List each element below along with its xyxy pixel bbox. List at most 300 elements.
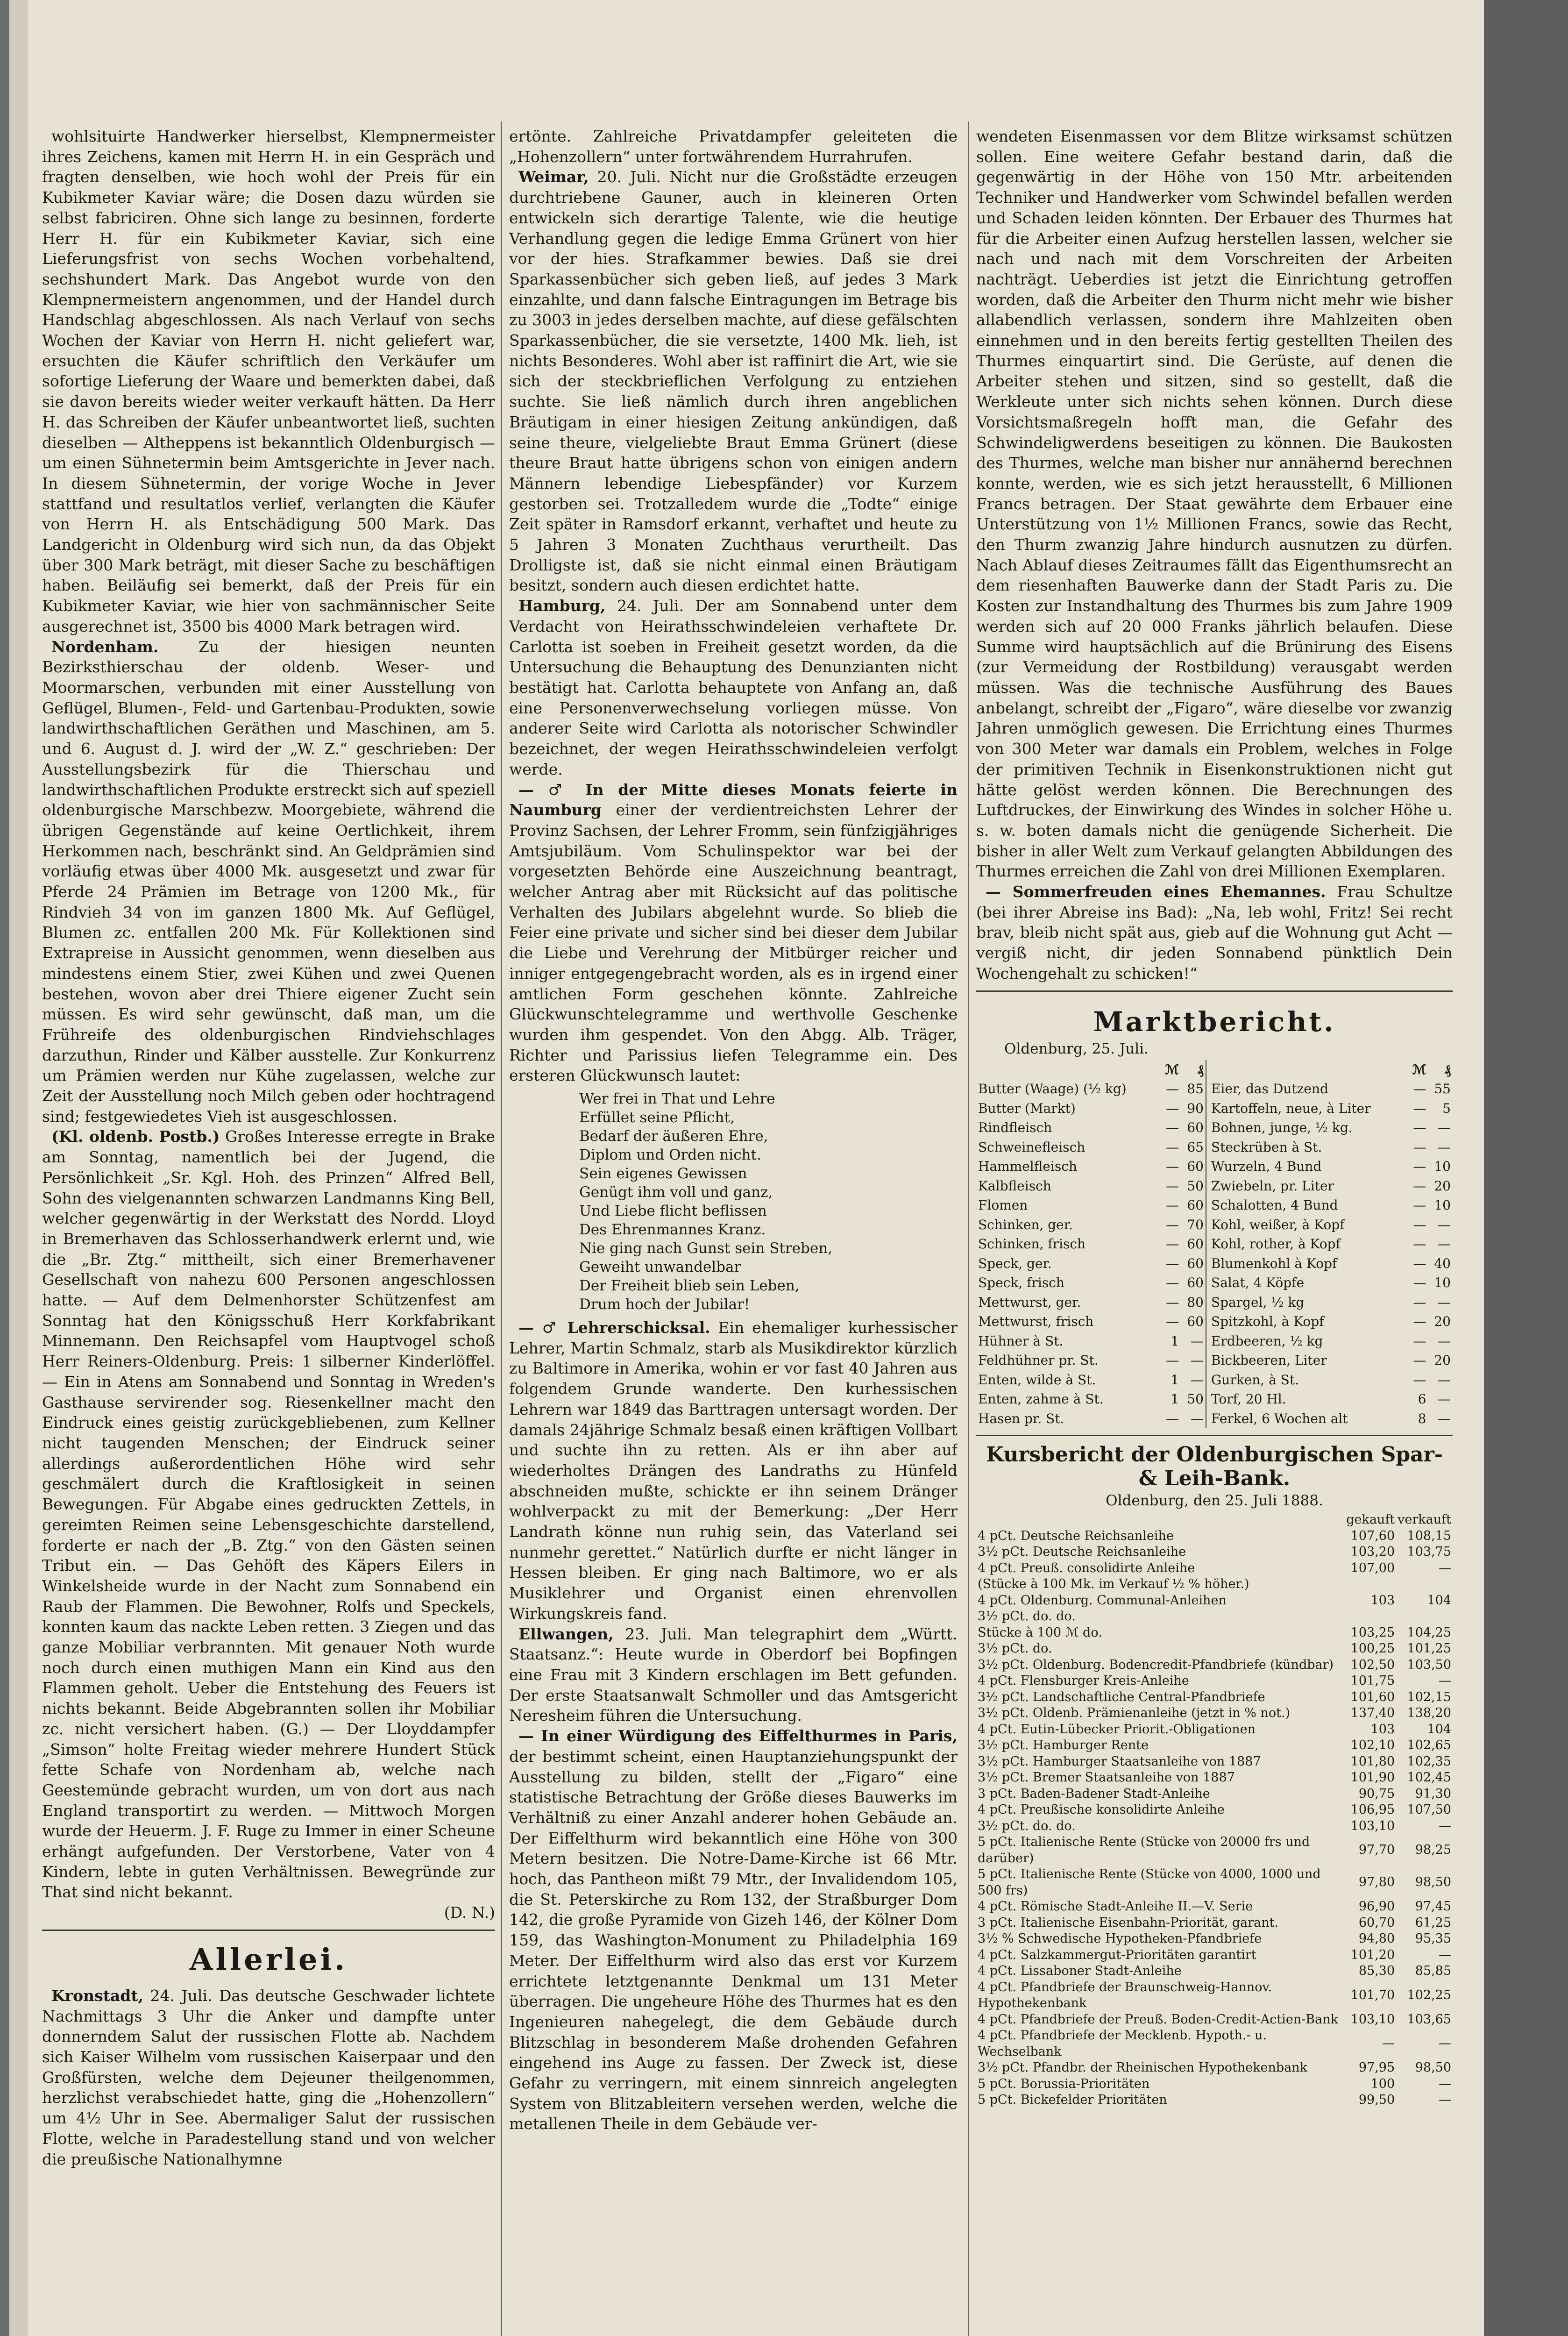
article-text: einer der verdientreichsten Lehrer der Provinz Sachsen, der Lehrer Fromm, sein fünfzigjähriges Amtsjubiläum. Vom Schulinspektor war bei der vorgesetzten Behörde eine Auszeichnung beantragt, welcher Antrag aber mit Rücksicht auf das politische Verhalten des Jubilars abgelehnt wurde. So blieb die Feier eine private und sicher sind bei dieser dem Jubilar die Liebe und Verehrung der Mitbürger reicher und inniger entgegengebracht worden, als es in irgend einer amtlichen Form geschehen könnte. Zahlreiche Glückwunschtelegramme und werthvolle Geschenke wurden ihm gespendet. Von den Abgg. Alb. Träger, Richter und Parissius liefen Telegramme ein. Des ersteren Glückwunsch lautet: <box>509 801 958 1085</box>
table-cell: 60 <box>1187 1120 1204 1136</box>
article-heading: — In einer Würdigung des Eiffelthurmes in Paris, <box>518 1727 958 1745</box>
poem-line: Diplom und Orden nicht. <box>579 1147 761 1164</box>
table-cell: Speck, frisch <box>978 1275 1064 1291</box>
table-cell: 106,95 <box>1350 1802 1395 1817</box>
column-3 <box>976 126 1453 2331</box>
article-sommerfreuden <box>976 882 1453 984</box>
exchange-row <box>976 1657 1453 1674</box>
exchange-row <box>976 1689 1453 1706</box>
table-cell: 60 <box>1187 1159 1204 1175</box>
table-cell: Kalbfleisch <box>978 1178 1051 1194</box>
table-cell <box>1342 1576 1396 1593</box>
table-cell: Blumenkohl à Kopf <box>1206 1254 1407 1274</box>
table-cell: Enten, wilde à St. <box>978 1372 1096 1388</box>
exchange-rate-table <box>976 1512 1453 2108</box>
table-cell: Bickbeeren, Liter <box>1206 1351 1407 1370</box>
article-text: Zu der hiesigen neunten Bezirksthierschau der oldenb. Weser- und Moormarschen, verbunden mit einer Ausstellung von Geflügel, Blumen-, Feld- und Gartenbau-Produkten, sowie landwirthschaftlichen Geräthen und Maschinen, am 5. und 6. August d. J. wird der „W. Z.“ geschrieben: Der Ausstellungsbezirk für die Thierschau und landwirthschaftlichen Produkte erstreckt sich auf speziell oldenburgische Marschbezw. Moorgebiete, während die übrigen Gegenstände auf keine Oertlichkeit, ihrem Herkommen nach, beschränkt sind. An Geldprämien sind vorläufig etwas über 4000 Mk. ausgesetzt und zwar für Pferde 24 Prämien im Betrage von 1200 Mk., für Rindvieh 34 von im ganzen 1800 Mk. Auf Geflügel, Blumen zc. entfallen 200 Mk. Für Kollektionen sind Extrapreise in Aussicht genommen, wenn dieselben aus mindestens einem Stier, zwei Kühen und zwei Quenen bestehen, wovon aber drei Thiere eigener Zucht sein müssen. Es wird sehr gewünscht, daß man, um die Frühreife des oldenburgischen Rindviehschlages darzuthun, Rinder und Kälber ausstelle. Zur Konkurrenz um Prämien werden nur Kühe zugelassen, welche zur Zeit der Ausstellung noch Milch geben oder hochtragend sind; festgewiedetes Vieh ist ausgeschlossen. <box>42 637 495 1125</box>
table-cell: 102,35 <box>1407 1754 1451 1769</box>
poem <box>579 1090 958 1314</box>
exchange-row <box>976 1625 1453 1641</box>
mark-column-header: ℳ <box>1165 1061 1179 1077</box>
market-row <box>976 1157 1453 1176</box>
table-cell: 107,00 <box>1350 1560 1395 1575</box>
table-cell: Speck, ger. <box>978 1255 1052 1271</box>
table-cell: — <box>1166 1255 1179 1271</box>
page-background-edge <box>1484 0 1568 2336</box>
poem-line: Und Liebe flicht beflissen <box>579 1203 767 1220</box>
table-cell: — <box>1438 1217 1451 1232</box>
table-cell: 4 pCt. Deutsche Reichsanleihe <box>978 1528 1174 1543</box>
market-report-date: Oldenburg, 25. Juli. <box>1004 1040 1149 1057</box>
table-cell: 107,60 <box>1350 1528 1395 1543</box>
table-cell: — <box>1438 1372 1451 1388</box>
table-cell: 102,65 <box>1407 1738 1451 1753</box>
table-cell: 101,90 <box>1350 1770 1395 1785</box>
table-cell: — <box>1413 1178 1426 1194</box>
table-cell: Stücke à 100 ℳ do. <box>978 1625 1102 1640</box>
exchange-row <box>976 1560 1453 1577</box>
table-cell: — <box>1413 1100 1426 1116</box>
spacer <box>976 1512 1342 1528</box>
table-cell: 60,70 <box>1358 1915 1395 1930</box>
table-cell: 85,30 <box>1358 1964 1395 1979</box>
table-cell: — <box>1413 1294 1426 1310</box>
table-cell: — <box>1439 2036 1451 2051</box>
table-cell: — <box>1166 1275 1179 1291</box>
table-cell: — <box>1166 1100 1179 1116</box>
exchange-row <box>976 1866 1453 1899</box>
table-cell: 10 <box>1434 1197 1451 1213</box>
article-heading: — ♂ In der Mitte dieses Monats feierte in Naumburg <box>509 780 958 819</box>
table-cell: 4 pCt. Lissaboner Stadt-Anleihe <box>978 1964 1182 1979</box>
table-cell: 102,50 <box>1350 1657 1395 1672</box>
exchange-row <box>976 2076 1453 2093</box>
table-cell: Wurzeln, 4 Bund <box>1206 1157 1407 1176</box>
article-continuation: ertönte. Zahlreiche Privatdampfer geleiteten die „Hohenzollern“ unter fortwährendem Hurrahrufen. <box>509 127 958 166</box>
exchange-row <box>976 1915 1453 1931</box>
table-cell: 20 <box>1434 1353 1451 1368</box>
market-row <box>976 1118 1453 1138</box>
table-cell: Kohl, rother, à Kopf <box>1206 1234 1407 1254</box>
table-cell: — <box>1413 1333 1426 1349</box>
table-cell: — <box>1166 1353 1179 1368</box>
exchange-rate-rows <box>976 1512 1453 2108</box>
section-divider <box>42 1930 495 1931</box>
market-row <box>976 1332 1453 1351</box>
table-cell: 103,75 <box>1407 1545 1451 1560</box>
table-cell <box>1396 1576 1453 1593</box>
table-cell: Spitzkohl, à Kopf <box>1206 1312 1407 1332</box>
table-cell: — <box>1413 1139 1426 1155</box>
pfennig-column-header: ₰ <box>1197 1061 1204 1077</box>
exchange-row <box>976 2092 1453 2108</box>
table-cell: 96,90 <box>1358 1899 1395 1914</box>
table-cell: — <box>1439 2076 1451 2091</box>
table-cell: — <box>1438 1333 1451 1349</box>
article-postbote <box>42 1126 495 1902</box>
table-cell: Torf, 20 Hl. <box>1206 1389 1407 1409</box>
table-cell: — <box>1439 2093 1451 2108</box>
table-cell: 85,85 <box>1415 1964 1451 1979</box>
market-header-row <box>976 1060 1453 1080</box>
table-cell: — <box>1166 1178 1179 1194</box>
table-cell: Erdbeeren, ½ kg <box>1206 1332 1407 1351</box>
table-cell: 5 <box>1442 1100 1451 1116</box>
table-cell: 1 <box>1171 1333 1179 1349</box>
table-cell: — <box>1382 2036 1395 2051</box>
table-cell: — <box>1413 1353 1426 1368</box>
table-cell: 95,35 <box>1415 1931 1451 1946</box>
table-cell: 40 <box>1434 1255 1451 1271</box>
market-row <box>976 1389 1453 1409</box>
table-cell: 5 pCt. Bickefelder Prioritäten <box>978 2093 1167 2108</box>
table-cell: — <box>1190 1333 1204 1349</box>
table-cell: 50 <box>1187 1391 1204 1407</box>
table-cell: Steckrüben à St. <box>1206 1138 1407 1157</box>
place-heading: Hamburg, <box>518 597 606 615</box>
table-cell: 3½ % Schwedische Hypotheken-Pfandbriefe <box>978 1931 1262 1946</box>
mark-column-header: ℳ <box>1412 1061 1426 1077</box>
table-cell: 103,10 <box>1350 1818 1395 1833</box>
table-cell: — <box>1439 1560 1451 1575</box>
table-cell: — <box>1166 1081 1179 1097</box>
table-cell: 90 <box>1187 1100 1204 1116</box>
poem-line: Genügt ihm voll und ganz, <box>579 1184 773 1201</box>
table-cell: 60 <box>1187 1255 1204 1271</box>
exchange-row <box>976 1963 1453 1980</box>
table-cell: Butter (Waage) (½ kg) <box>978 1081 1127 1097</box>
table-cell: — <box>1439 1674 1451 1688</box>
column-rule <box>501 121 502 2336</box>
exchange-row <box>976 1705 1453 1722</box>
exchange-header-row <box>976 1512 1453 1528</box>
table-cell: 138,20 <box>1407 1706 1451 1721</box>
table-cell: 4 pCt. Eutin-Lübecker Priorit.-Obligationen <box>978 1722 1256 1737</box>
table-cell: — <box>1439 1818 1451 1833</box>
article-lehrerschicksal <box>509 1318 958 1624</box>
exchange-row <box>976 1786 1453 1802</box>
table-cell: — <box>1438 1120 1451 1136</box>
section-divider <box>976 1435 1453 1436</box>
table-cell: 103,25 <box>1350 1625 1395 1640</box>
table-cell: 4 pCt. Pfandbriefe der Braunschweig-Hannov. Hypothekenbank <box>978 1980 1272 2011</box>
table-cell: 103 <box>1370 1722 1395 1737</box>
market-price-table <box>976 1060 1453 1429</box>
exchange-row <box>976 1899 1453 1915</box>
market-row <box>976 1293 1453 1312</box>
exchange-row <box>976 1544 1453 1560</box>
table-cell: 1 <box>1171 1372 1179 1388</box>
table-cell: 70 <box>1187 1217 1204 1232</box>
table-cell: 65 <box>1187 1139 1204 1155</box>
table-cell: 94,80 <box>1358 1931 1395 1946</box>
table-cell: — <box>1166 1236 1179 1252</box>
article-signature: (D. N.) <box>444 1903 495 1922</box>
exchange-row <box>976 2060 1453 2076</box>
article-text: der bestimmt scheint, einen Hauptanziehungspunkt der Ausstellung zu bilden, stellt der „Figaro“ eine statistische Betrachtung der Größe dieses Bauwerks im Verhältniß zu einer Anzahl anderer hohen Gebäude an. Der Eiffelthurm wird bekanntlich eine Höhe von 300 Metern besitzen. Die Notre-Dame-Kirche ist 66 Mtr. hoch, das Pantheon mißt 79 Mtr., der Invalidendom 105, die St. Peterskirche zu Rom 132, der Straßburger Dom 142, die große Pyramide von Gizeh 146, der Kölner Dom 159, das Washington-Monument zu Philadelphia 169 Meter. Der Eiffelthurm wird also das erst vor Kurzem errichtete letztgenannte Denkmal um 131 Meter überragen. Die ungeheure Höhe des Thurmes hat es den Ingenieuren nahegelegt, die dem Gebäude durch Blitzschlag in besonderem Maße drohenden Gefahren eingehend ins Auge zu fassen. Der Zweck ist, diese Gefahr zu verringern, mit einem sinnreich angelegten System von Blitzableitern versehen werden, welche die metallenen Theile in dem Gebäude ver- <box>509 1747 958 2133</box>
exchange-row <box>976 1576 1453 1593</box>
poem-line: Bedarf der äußeren Ehre, <box>579 1128 768 1145</box>
table-cell: 60 <box>1187 1314 1204 1330</box>
table-cell: 4 pCt. Pfandbriefe der Preuß. Boden-Credit-Actien-Bank <box>978 2012 1338 2027</box>
poem-line: Sein eigenes Gewissen <box>579 1165 747 1182</box>
poem-line: Wer frei in That und Lehre <box>579 1090 775 1108</box>
table-cell: 3½ pCt. Pfandbr. der Rheinischen Hypothekenbank <box>978 2060 1308 2075</box>
table-cell: 60 <box>1187 1275 1204 1291</box>
exchange-row <box>976 1673 1453 1689</box>
table-cell: — <box>1413 1372 1426 1388</box>
market-row <box>976 1079 1453 1099</box>
table-cell: Bohnen, junge, ½ kg. <box>1206 1118 1407 1138</box>
bought-column-header: gekauft <box>1346 1512 1395 1527</box>
pfennig-column-header: ₰ <box>1444 1061 1451 1077</box>
table-cell: Butter (Markt) <box>978 1100 1076 1116</box>
table-cell: — <box>1413 1081 1426 1097</box>
exchange-report-title: Kursbericht der Oldenburgischen Spar- & Leih-Bank. <box>986 1443 1443 1491</box>
table-cell: 80 <box>1187 1294 1204 1310</box>
spacer <box>1206 1060 1407 1080</box>
article-text: 24. Juli. Das deutsche Geschwader lichtete Nachmittags 3 Uhr die Anker und dampfte unter donnerndem Salut der russischen Flotte ab. Nachdem sich Kaiser Wilhelm vom russischen Kaiserpaar und den Großfürsten, welche dem Dejeuner theilgenommen, herzlichst verabschiedet hatte, ging die „Hohenzollern“ um 4½ Uhr in See. Abermaliger Salut der russischen Flotte, welche in Paradestellung stand und von welcher die preußische Nationalhymne <box>42 1986 495 2168</box>
exchange-row <box>976 1738 1453 1754</box>
table-cell: 6 <box>1418 1391 1426 1407</box>
table-cell: Hammelfleisch <box>978 1159 1078 1175</box>
market-row <box>976 1351 1453 1370</box>
table-cell: — <box>1190 1372 1204 1388</box>
table-cell: Schweinefleisch <box>978 1139 1086 1155</box>
article-text: Frau Schultze (bei ihrer Abreise ins Bad): „Na, leb wohl, Fritz! Sei recht brav, bleib nicht spät aus, gieb auf die Wohnung gut Acht — vergiß nicht, dir jeden Sonnabend pünktlich Dein Wochengehalt zu schicken!“ <box>976 883 1453 983</box>
table-cell: 101,70 <box>1350 1987 1395 2002</box>
section-title: Allerlei. <box>189 1942 348 1977</box>
table-cell: 10 <box>1434 1159 1451 1175</box>
poem-line: Geweiht unwandelbar <box>579 1259 741 1276</box>
exchange-row <box>976 2028 1453 2060</box>
table-cell: 3½ pCt. Oldenb. Prämienanleihe (jetzt in % not.) <box>978 1706 1291 1721</box>
table-cell: 99,50 <box>1358 2093 1395 2108</box>
article-continuation: wendeten Eisenmassen vor dem Blitze wirksamst schützen sollen. Eine weitere Gefahr bestand darin, daß die gegenwärtig in der Höhe von 150 Mtr. arbeitenden Techniker und Handwerker vom Schwindel befallen werden und Schaden leiden könnten. Der Erbauer des Thurmes hat für die Arbeiter einen Aufzug herstellen lassen, welcher sie nach und nach mit dem Vorschreiten der Arbeiten nachträgt. Ueberdies ist jetzt die Einrichtung getroffen worden, daß die Arbeiter den Thurm nicht mehr wie bisher allabendlich verlassen, sondern ihre Mahlzeiten oben einnehmen und in den bereits fertig gestellten Theilen des Thurmes einquartirt sind. Die Gerüste, auf denen die Arbeiter stehen und sitzen, sind so gestellt, daß die Werkleute unter sich nichts sehen können. Durch diese Vorsichtsmaßregeln hofft man, die Gefahr des Schwindeligwerdens beseitigen zu können. Die Baukosten des Thurmes, welche man bisher nur annähernd berechnen konnte, werden, wie es sich jetzt herausstellt, 6 Millionen Francs betragen. Der Staat gewährte dem Erbauer eine Unterstützung von 1½ Millionen Francs, sowie das Recht, den Thurm zwanzig Jahre hindurch ausnutzen zu dürfen. Nach Ablauf dieses Zeitraumes fällt das Eigenthumsrecht an dem riesenhaften Bauwerke dann der Stadt Paris zu. Die Kosten zur Instandhaltung des Thurmes bis zum Jahre 1909 werden sich auf 20 000 Franks jährlich belaufen. Diese Summe wird hauptsächlich auf die Brünirung des Eisens (zur Vermeidung der Rostbildung) verausgabt werden müssen. Was die technische Ausführung des Baues anbelangt, schreibt der „Figaro“, wäre dieselbe vor zwanzig Jahren unmöglich gewesen. Die Errichtung eines Thurmes von 300 Meter war damals ein Problem, welches in Folge der primitiven Technik in Eisenkonstruktionen nicht gut hätte gelöst werden können. Die Berechnungen des Luftdruckes, der Einwirkung des Windes in solcher Höhe u. s. w. boten damals nicht die genügende Sicherheit. Die bisher in aller Welt zum Verkauf gelangten Abbildungen des Thurmes erreichen die Zahl von drei Millionen Exemplaren. <box>976 127 1453 881</box>
market-row <box>976 1254 1453 1274</box>
table-cell: (Stücke à 100 Mk. im Verkauf ½ % höher.) <box>978 1577 1249 1592</box>
exchange-row <box>976 1593 1453 1609</box>
table-cell: 100 <box>1370 2076 1395 2091</box>
table-cell: 104,25 <box>1407 1625 1451 1640</box>
article-ellwangen <box>509 1624 958 1726</box>
table-cell: — <box>1439 1947 1451 1962</box>
market-report-title: Marktbericht. <box>1093 1005 1336 1038</box>
table-cell: — <box>1190 1353 1204 1368</box>
table-cell: Mettwurst, ger. <box>978 1294 1081 1310</box>
exchange-row <box>976 1834 1453 1866</box>
table-cell: 4 pCt. Flensburger Kreis-Anleihe <box>978 1674 1189 1688</box>
table-cell: 4 pCt. Preußische konsolidirte Anleihe <box>978 1802 1225 1817</box>
poem-line: Drum hoch der Jubilar! <box>579 1296 750 1313</box>
column-1 <box>42 126 495 2331</box>
market-row <box>976 1273 1453 1293</box>
table-cell: 61,25 <box>1415 1915 1451 1930</box>
market-row <box>976 1234 1453 1254</box>
table-cell: 20 <box>1434 1314 1451 1330</box>
table-cell: 101,75 <box>1350 1674 1395 1688</box>
table-cell <box>1342 1609 1396 1625</box>
table-cell: — <box>1166 1159 1179 1175</box>
market-row <box>976 1138 1453 1157</box>
table-cell: — <box>1413 1217 1426 1232</box>
table-cell: 103,50 <box>1407 1657 1451 1672</box>
column-rule <box>968 121 969 2336</box>
source-heading: (Kl. oldenb. Postb.) <box>51 1127 220 1146</box>
exchange-report-date: Oldenburg, den 25. Juli 1888. <box>1106 1492 1323 1510</box>
table-cell: — <box>1413 1159 1426 1175</box>
table-cell: — <box>1166 1217 1179 1232</box>
table-cell: 3½ pCt. do. <box>978 1641 1052 1656</box>
exchange-row <box>976 1931 1453 1947</box>
table-cell: 103,20 <box>1350 1545 1395 1560</box>
table-cell: 100,25 <box>1350 1641 1395 1656</box>
table-cell: Mettwurst, frisch <box>978 1314 1094 1330</box>
table-cell: 137,40 <box>1350 1706 1395 1721</box>
exchange-row <box>976 1980 1453 2012</box>
binding-spine <box>9 0 28 2336</box>
table-cell: 4 pCt. Preuß. consolidirte Anleihe <box>978 1560 1195 1575</box>
table-cell: 3½ pCt. Hamburger Staatsanleihe von 1887 <box>978 1754 1261 1769</box>
table-cell: 98,50 <box>1415 2060 1451 2075</box>
article-naumburg <box>509 780 958 1086</box>
table-cell: Feldhühner pr. St. <box>978 1353 1099 1368</box>
article-text: Ein ehemaliger kurhessischer Lehrer, Martin Schmalz, starb als Musikdirektor kürzlich zu Baltimore in Amerika, wohin er vor fast 40 Jahren aus folgendem Grunde wanderte. Den kurhessischen Lehrern war 1849 das Barttragen untersagt worden. Der damals 24jährige Schmalz besaß einen kräftigen Vollbart und suchte ihn zu retten. Als er ihn aber auf wiederholtes Drängen des Landraths zu Hünfeld abschneiden mußte, schickte er ihn seinem Dränger wohlverpackt zu mit der Bemerkung: „Der Herr Landrath könne nun ruhig sein, das Vaterland sei nunmehr gerettet.“ Natürlich durfte er nicht länger in Hessen bleiben. Er ging nach Baltimore, wo er als Musiklehrer und Organist einen ehrenvollen Wirkungskreis fand. <box>509 1318 958 1623</box>
place-heading: Nordenham. <box>51 637 159 656</box>
table-cell: Flomen <box>978 1197 1028 1213</box>
table-cell: 20 <box>1434 1178 1451 1194</box>
table-cell: — <box>1413 1255 1426 1271</box>
table-cell: 3½ pCt. do. do. <box>978 1818 1076 1833</box>
table-cell: Rindfleisch <box>978 1120 1052 1136</box>
table-cell: 4 pCt. Salzkammergut-Prioritäten garantirt <box>978 1947 1256 1962</box>
table-cell: 101,60 <box>1350 1689 1395 1704</box>
table-cell: 107,50 <box>1407 1802 1451 1817</box>
article-nordenham <box>42 637 495 1127</box>
article-text: Großes Interesse erregte in Brake am Sonntag, namentlich bei der Jugend, die Persönlichkeit „Sr. Kgl. Hoh. des Prinzen“ Alfred Bell, Sohn des vielgenannten schwarzen Landmanns King Bell, welcher gegenwärtig in der Werkstatt des Nordd. Lloyd in Bremerhaven das Schlosserhandwerk erlernt und, wie die „Br. Ztg.“ mittheilt, sich einer Bremerhavener Gesellschaft von nahezu 600 Personen angeschlossen hatte. — Auf dem Delmenhorster Schützenfest am Sonntag hat den Königsschuß Herr Korkfabrikant Minnemann. Den Reichsapfel vom Hauptvogel schoß Herr Reiners-Oldenburg. Preis: 1 silberner Kinderlöffel. — Ein in Atens am Sonnabend und Sonntag in Wreden's Gasthause servirender sog. Riesenkellner macht den Eindruck eines geistig zurückgebliebenen, zum Kellner nicht taugenden Menschen; der Eindruck seiner allerdings außerordentlichen Höhe wird sehr geschmälert durch die Kraftlosigkeit in seinen Bewegungen. Für Abgabe eines gedruckten Zettels, in gereimten Reimen seine Lebensgeschichte darstellend, forderte er nach der „B. Ztg.“ von den Gästen seinen Tribut ein. — Das Gehöft des Käpers Eilers in Winkelsheide wurde in der Nacht zum Sonnabend ein Raub der Flammen. Die Bewohner, Rolfs und Speckels, konnten kaum das nackte Leben retten. 3 Ziegen und das ganze Mobiliar verbrannten. Mit genauer Noth wurde noch durch einen muthigen Mann ein Kind aus den Flammen geholt. Ueber die Entstehung des Feuers ist nichts bekannt. Beide Abgebrannten sollen ihr Mobiliar zc. nicht versichert haben. (G.) — Der Lloyddampfer „Simson“ holte Freitag wieder mehrere Hundert Stück fette Schafe von Nordenham ab, welche nach Geestemünde gebracht wurden, um von dort aus nach England transportirt zu werden. — Mittwoch Morgen wurde der Heuerm. J. F. Ruge zu Immer in einer Scheune erhängt aufgefunden. Der Verstorbene, Vater von 4 Kindern, lebte in guten Verhältnissen. Bewegründe zur That sind nicht bekannt. <box>42 1127 495 1902</box>
table-cell: — <box>1413 1197 1426 1213</box>
table-cell: 60 <box>1187 1236 1204 1252</box>
table-cell: Schalotten, 4 Bund <box>1206 1196 1407 1215</box>
table-cell: 5 pCt. Italienische Rente (Stücke von 20000 frs und darüber) <box>978 1835 1310 1866</box>
table-cell: 102,45 <box>1407 1770 1451 1785</box>
table-cell: Kohl, weißer, à Kopf <box>1206 1215 1407 1235</box>
exchange-row <box>976 1754 1453 1770</box>
market-row <box>976 1312 1453 1332</box>
exchange-row <box>976 2012 1453 2028</box>
market-row <box>976 1099 1453 1118</box>
table-cell: 97,95 <box>1358 2060 1395 2075</box>
table-cell: Eier, das Dutzend <box>1206 1079 1407 1099</box>
table-cell: 5 pCt. Italienische Rente (Stücke von 4000, 1000 und 500 frs) <box>978 1867 1321 1898</box>
table-cell: 101,25 <box>1407 1641 1451 1656</box>
poem-line: Nie ging nach Gunst sein Streben, <box>579 1240 833 1257</box>
table-cell: Zwiebeln, pr. Liter <box>1206 1176 1407 1196</box>
table-cell: 1 <box>1171 1391 1179 1407</box>
table-cell: — <box>1166 1294 1179 1310</box>
article-kronstadt <box>42 1986 495 2169</box>
table-cell: 102,10 <box>1350 1738 1395 1753</box>
place-heading: Ellwangen, <box>518 1624 614 1643</box>
table-cell: 90,75 <box>1358 1786 1395 1801</box>
article-caviar: wohlsituirte Handwerker hierselbst, Klempnermeister ihres Zeichens, kamen mit Herrn H. in ein Gespräch und fragten denselben, wie hoch wohl der Preis für ein Kubikmeter Kaviar wäre; die Dosen dazu würden sie selbst fabriciren. Ohne sich lange zu besinnen, forderte Herr H. für ein Kubikmeter Kaviar, sich eine Lieferungsfrist von sechs Wochen vorbehaltend, sechshundert Mark. Das Angebot wurde von den Klempnermeistern angenommen, und der Handel durch Handschlag abgeschlossen. Als nach Verlauf von sechs Wochen der Kaviar von Herrn H. nicht geliefert war, ersuchten die Käufer schriftlich den Verkäufer um sofortige Lieferung der Waare und bemerkten dabei, daß sie davon bereits wieder weiter verkauft hätten. Da Herr H. das Schreiben der Käufer unbeantwortet ließ, suchten dieselben — Altheppens ist bekanntlich Oldenburgisch — um einen Sühnetermin beim Amtsgerichte in Jever nach. In diesem Sühnetermin, der vorige Woche in Jever stattfand und resultatlos verlief, verlangten die Käufer von Herrn H. als Entschädigung 500 Mark. Das Landgericht in Oldenburg wird sich nun, da das Objekt über 300 Mark beträgt, mit dieser Sache zu beschäftigen haben. Beiläufig sei bemerkt, daß der Preis für ein Kubikmeter Kaviar, wie hier von sachmännischer Seite ausgerechnet ist, 3500 bis 4000 Mark betragen wird. <box>42 127 495 635</box>
place-heading: Kronstadt, <box>51 1986 144 2005</box>
exchange-row <box>976 1770 1453 1786</box>
table-cell: Ferkel, 6 Wochen alt <box>1206 1409 1407 1429</box>
article-weimar <box>509 167 958 596</box>
table-cell: Kartoffeln, neue, à Liter <box>1206 1099 1407 1118</box>
article-text: 24. Juli. Der am Sonnabend unter dem Verdacht von Heirathsschwindeleien verhaftete Dr. Carlotta ist soeben in Freiheit gesetzt worden, da die Untersuchung die Behauptung des Denunzianten nicht bestätigt hat. Carlotta behauptete von Anfang an, daß eine Personenverwechselung vorliegen müsse. Von anderer Seite wird Carlotta als notorischer Schwindler bezeichnet, der wegen Heirathsschwindeleien verfolgt werde. <box>509 597 958 778</box>
table-cell: 3½ pCt. Landschaftliche Central-Pfandbriefe <box>978 1689 1265 1704</box>
poem-line: Der Freiheit blieb sein Leben, <box>579 1277 800 1295</box>
table-cell: — <box>1438 1294 1451 1310</box>
table-cell: 97,80 <box>1358 1875 1395 1890</box>
table-cell: — <box>1413 1236 1426 1252</box>
exchange-row <box>976 1528 1453 1545</box>
table-cell: 98,50 <box>1415 1875 1451 1890</box>
table-cell: 55 <box>1434 1081 1451 1097</box>
table-cell: 108,15 <box>1407 1528 1451 1543</box>
table-cell: 5 pCt. Borussia-Prioritäten <box>978 2076 1150 2091</box>
table-cell: 50 <box>1187 1178 1204 1194</box>
column-2 <box>509 126 958 2331</box>
newspaper-page <box>9 0 1490 2336</box>
poem-line: Erfüllet seine Pflicht, <box>579 1109 735 1126</box>
market-row <box>976 1196 1453 1215</box>
table-cell: — <box>1413 1314 1426 1330</box>
table-cell: 97,70 <box>1358 1843 1395 1858</box>
section-divider <box>976 990 1453 992</box>
table-cell: 103 <box>1370 1593 1395 1608</box>
place-heading: Weimar, <box>518 168 589 186</box>
table-cell: — <box>1438 1391 1451 1407</box>
table-cell: 102,25 <box>1407 1987 1451 2002</box>
table-cell: — <box>1438 1139 1451 1155</box>
table-cell: 101,80 <box>1350 1754 1395 1769</box>
table-cell: — <box>1438 1236 1451 1252</box>
table-cell: 3 pCt. Italienische Eisenbahn-Priorität, garant. <box>978 1915 1279 1930</box>
table-cell: Schinken, frisch <box>978 1236 1086 1252</box>
exchange-row <box>976 1722 1453 1738</box>
table-cell: 3 pCt. Baden-Badener Stadt-Anleihe <box>978 1786 1210 1801</box>
table-cell: — <box>1166 1139 1179 1155</box>
table-cell: 4 pCt. Oldenburg. Communal-Anleihen <box>978 1593 1227 1608</box>
table-cell: 8 <box>1418 1410 1426 1426</box>
table-cell: — <box>1166 1314 1179 1330</box>
table-cell: Spargel, ½ kg <box>1206 1293 1407 1312</box>
table-cell: Hühner à St. <box>978 1333 1064 1349</box>
article-eiffelturm <box>509 1726 958 2134</box>
market-row <box>976 1409 1453 1429</box>
exchange-row <box>976 1641 1453 1657</box>
exchange-row <box>976 1802 1453 1818</box>
table-cell: 91,30 <box>1415 1786 1451 1801</box>
table-cell: 102,15 <box>1407 1689 1451 1704</box>
table-cell: 10 <box>1434 1275 1451 1291</box>
table-cell: — <box>1166 1410 1179 1426</box>
table-cell: Hasen pr. St. <box>978 1410 1064 1426</box>
table-cell: 85 <box>1187 1081 1204 1097</box>
table-cell: Salat, 4 Köpfe <box>1206 1273 1407 1293</box>
exchange-row <box>976 1947 1453 1964</box>
table-cell: 3½ pCt. Deutsche Reichsanleihe <box>978 1545 1186 1560</box>
table-cell: — <box>1413 1275 1426 1291</box>
exchange-row <box>976 1609 1453 1625</box>
table-cell: 3½ pCt. Bremer Staatsanleihe von 1887 <box>978 1770 1235 1785</box>
table-cell: 4 pCt. Römische Stadt-Anleihe II.—V. Serie <box>978 1899 1253 1914</box>
table-cell <box>1396 1609 1453 1625</box>
table-cell: 4 pCt. Pfandbriefe der Mecklenb. Hypoth.- u. Wechselbank <box>978 2028 1267 2059</box>
